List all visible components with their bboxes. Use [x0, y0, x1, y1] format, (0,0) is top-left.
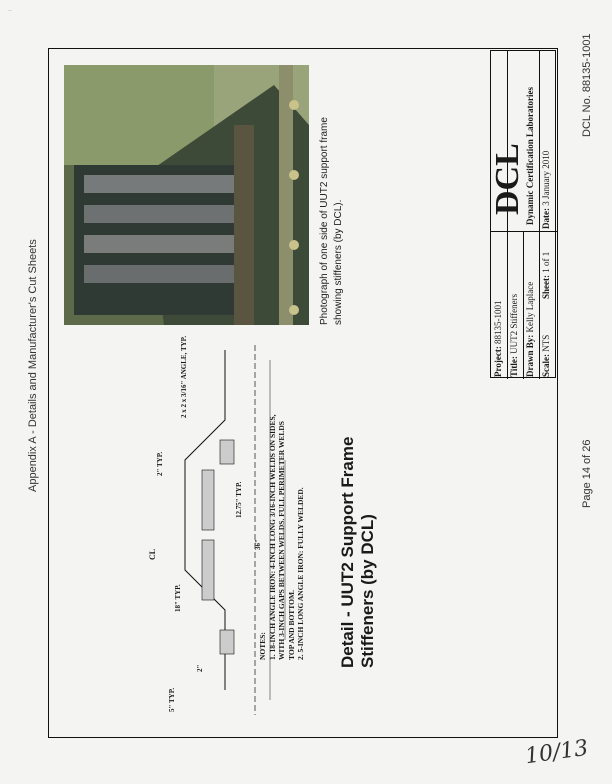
- caption-line-2: showing stiffeners (by DCL).: [333, 199, 344, 325]
- dcl-logo: DCL: [489, 143, 526, 215]
- frame-photograph: [64, 65, 309, 325]
- note-line-3: TOP AND BOTTOM.: [286, 590, 296, 660]
- dcl-number: DCL No. 88135-1001: [581, 33, 593, 137]
- photo-caption: [318, 117, 346, 325]
- page-footer: Page 14 of 26: [581, 439, 593, 508]
- date-row: Date: 3 January 2010: [541, 150, 551, 229]
- company-name: Dynamic Certification Laboratories: [525, 87, 535, 225]
- dim-36: 36": [254, 539, 262, 550]
- detail-title-line-1: Detail - UUT2 Support Frame: [338, 436, 357, 668]
- detail-title: [338, 437, 378, 668]
- dim-18-typ: 18" TYP.: [174, 584, 182, 612]
- corner-mark: ..: [8, 6, 12, 13]
- dim-top-typ: 2" TYP.: [156, 451, 164, 476]
- dim-angle-callout: 2 x 2 x 3/16" ANGLE, TYP.: [180, 335, 188, 418]
- title-block: [490, 50, 556, 378]
- drawing-notes: [258, 414, 306, 660]
- dim-5-typ: 5" TYP.: [168, 687, 176, 712]
- caption-line-1: Photograph of one side of UUT2 support frame: [319, 117, 330, 325]
- handwritten-note: 10/13: [523, 735, 590, 770]
- dim-2: 2": [196, 664, 204, 672]
- centerline-label: CL: [148, 548, 157, 560]
- project-row: Project: 88135-1001: [493, 300, 503, 377]
- tb-col-3: [539, 51, 540, 379]
- note-line-4: 2. 5-INCH LONG ANGLE IRON: FULLY WELDED.: [296, 487, 305, 660]
- scale-row: Scale: NTS: [541, 334, 551, 377]
- drawn-row: Drawn By: Kelly Laplace: [525, 281, 535, 377]
- page-header: Appendix A - Details and Manufacturer's Cut Sheets: [27, 239, 39, 492]
- sheet-row: Sheet: 1 of 1: [541, 251, 551, 299]
- dim-12-75: 12.75" TYP.: [235, 481, 243, 518]
- tb-divider: [491, 231, 557, 232]
- notes-title: NOTES:: [258, 632, 267, 660]
- note-line-1: 1. 18-INCH ANGLE IRON: 4-INCH LONG 3/16-INCH WELDS ON SIDES,: [267, 414, 277, 660]
- note-line-2: WITH 3-INCH GAPS BETWEEN WELDS. FULL PERIMETER WELDS: [277, 421, 286, 660]
- tb-col-2: [523, 231, 524, 379]
- detail-title-line-2: Stiffeners (by DCL): [358, 514, 377, 668]
- title-row: Title: UUT2 Stiffeners: [509, 293, 519, 377]
- tb-col-1: [507, 51, 508, 379]
